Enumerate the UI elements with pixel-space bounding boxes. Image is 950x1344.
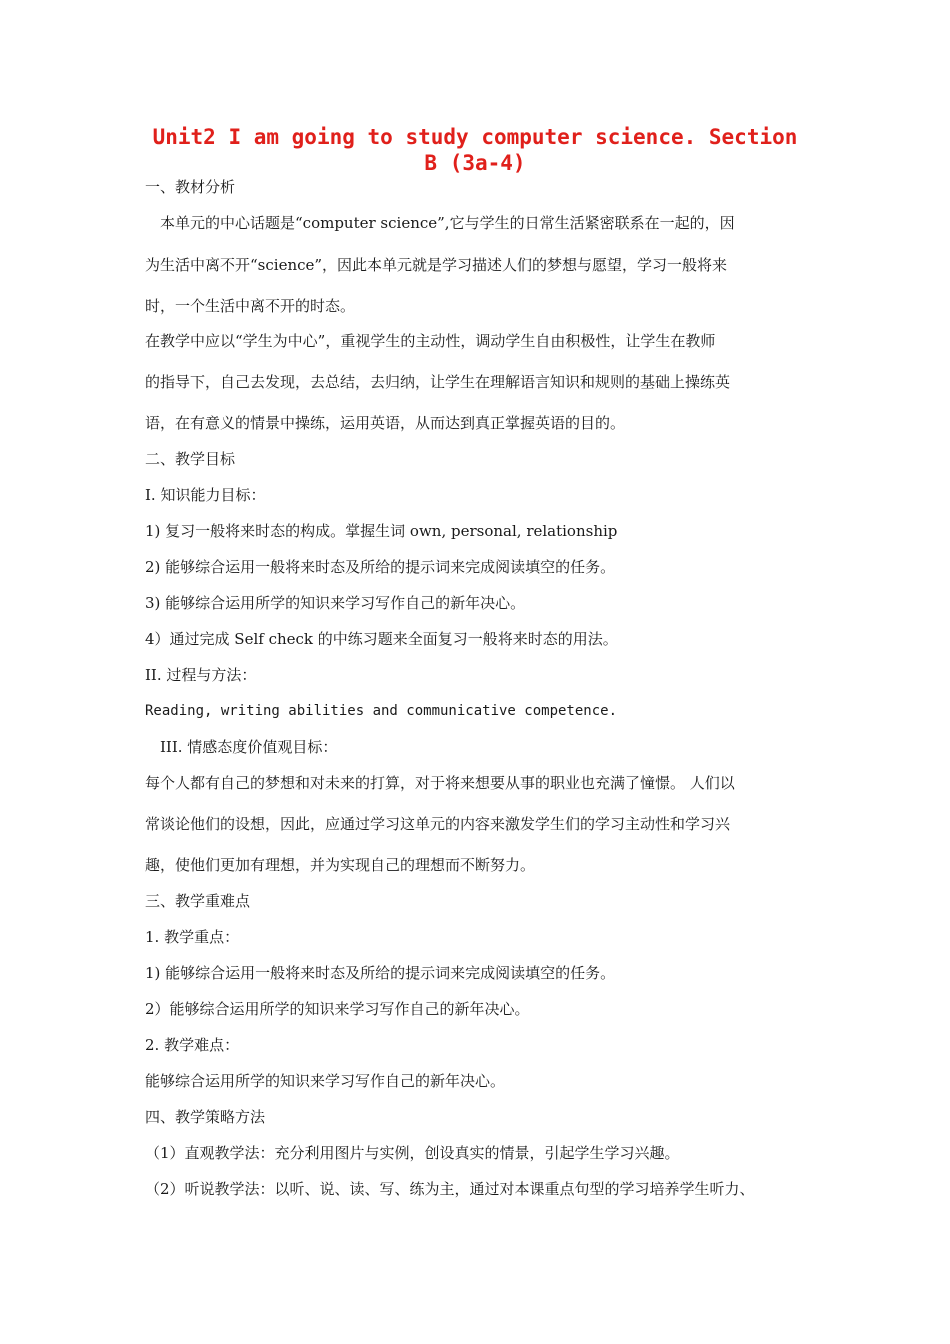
subheading-process-methods: II. 过程与方法：	[145, 666, 257, 684]
paragraph-line: 语，在有意义的情景中操练，运用英语，从而达到真正掌握英语的目的。	[145, 414, 626, 432]
list-item: 3) 能够综合运用所学的知识来学习写作自己的新年决心。	[145, 594, 526, 612]
section-heading-key-difficult-points: 三、教学重难点	[145, 892, 251, 910]
list-item: 1) 复习一般将来时态的构成。掌握生词 own, personal, relationship	[145, 522, 618, 540]
subheading-difficult-points: 2. 教学难点：	[145, 1036, 240, 1054]
paragraph-line: 在教学中应以“学生为中心”，重视学生的主动性，调动学生自由积极性，让学生在教师	[145, 332, 716, 350]
section-heading-teaching-strategies: 四、教学策略方法	[145, 1108, 266, 1126]
paragraph-line: 趣，使他们更加有理想，并为实现自己的理想而不断努力。	[145, 856, 536, 874]
paragraph-line: 的指导下，自己去发现，去总结，去归纳，让学生在理解语言知识和规则的基础上操练英	[145, 373, 731, 391]
subheading-knowledge-goals: I. 知识能力目标：	[145, 486, 266, 504]
list-item: 2）能够综合运用所学的知识来学习写作自己的新年决心。	[145, 1000, 530, 1018]
subheading-key-points: 1. 教学重点：	[145, 928, 240, 946]
list-item: 1) 能够综合运用一般将来时态及所给的提示词来完成阅读填空的任务。	[145, 964, 616, 982]
document-title: Unit2 I am going to study computer science. Section B (3a-4)	[152, 125, 798, 175]
paragraph-line: 常谈论他们的设想，因此，应通过学习这单元的内容来激发学生们的学习主动性和学习兴	[145, 815, 731, 833]
list-item: （1）直观教学法：充分利用图片与实例，创设真实的情景，引起学生学习兴趣。	[145, 1144, 680, 1162]
paragraph-line: 每个人都有自己的梦想和对未来的打算，对于将来想要从事的职业也充满了憧憬。 人们以	[145, 774, 735, 792]
list-item: 2) 能够综合运用一般将来时态及所给的提示词来完成阅读填空的任务。	[145, 558, 616, 576]
section-heading-teaching-goals: 二、教学目标	[145, 450, 236, 468]
paragraph-line: 为生活中离不开“science”，因此本单元就是学习描述人们的梦想与愿望，学习一般将来	[145, 256, 728, 274]
paragraph-line: 本单元的中心话题是“computer science”,它与学生的日常生活紧密联系在一起的，因	[145, 214, 735, 232]
paragraph-line: 时，一个生活中离不开的时态。	[145, 297, 356, 315]
paragraph-line: 能够综合运用所学的知识来学习写作自己的新年决心。	[145, 1072, 506, 1090]
section-heading-textbook-analysis: 一、教材分析	[145, 178, 236, 196]
list-item: （2）听说教学法：以听、说、读、写、练为主，通过对本课重点句型的学习培养学生听力、	[145, 1180, 755, 1198]
subheading-emotion-values: III. 情感态度价值观目标：	[145, 738, 338, 756]
paragraph-line: Reading, writing abilities and communicative competence.	[145, 703, 618, 719]
list-item: 4）通过完成 Self check 的中练习题来全面复习一般将来时态的用法。	[145, 630, 618, 648]
